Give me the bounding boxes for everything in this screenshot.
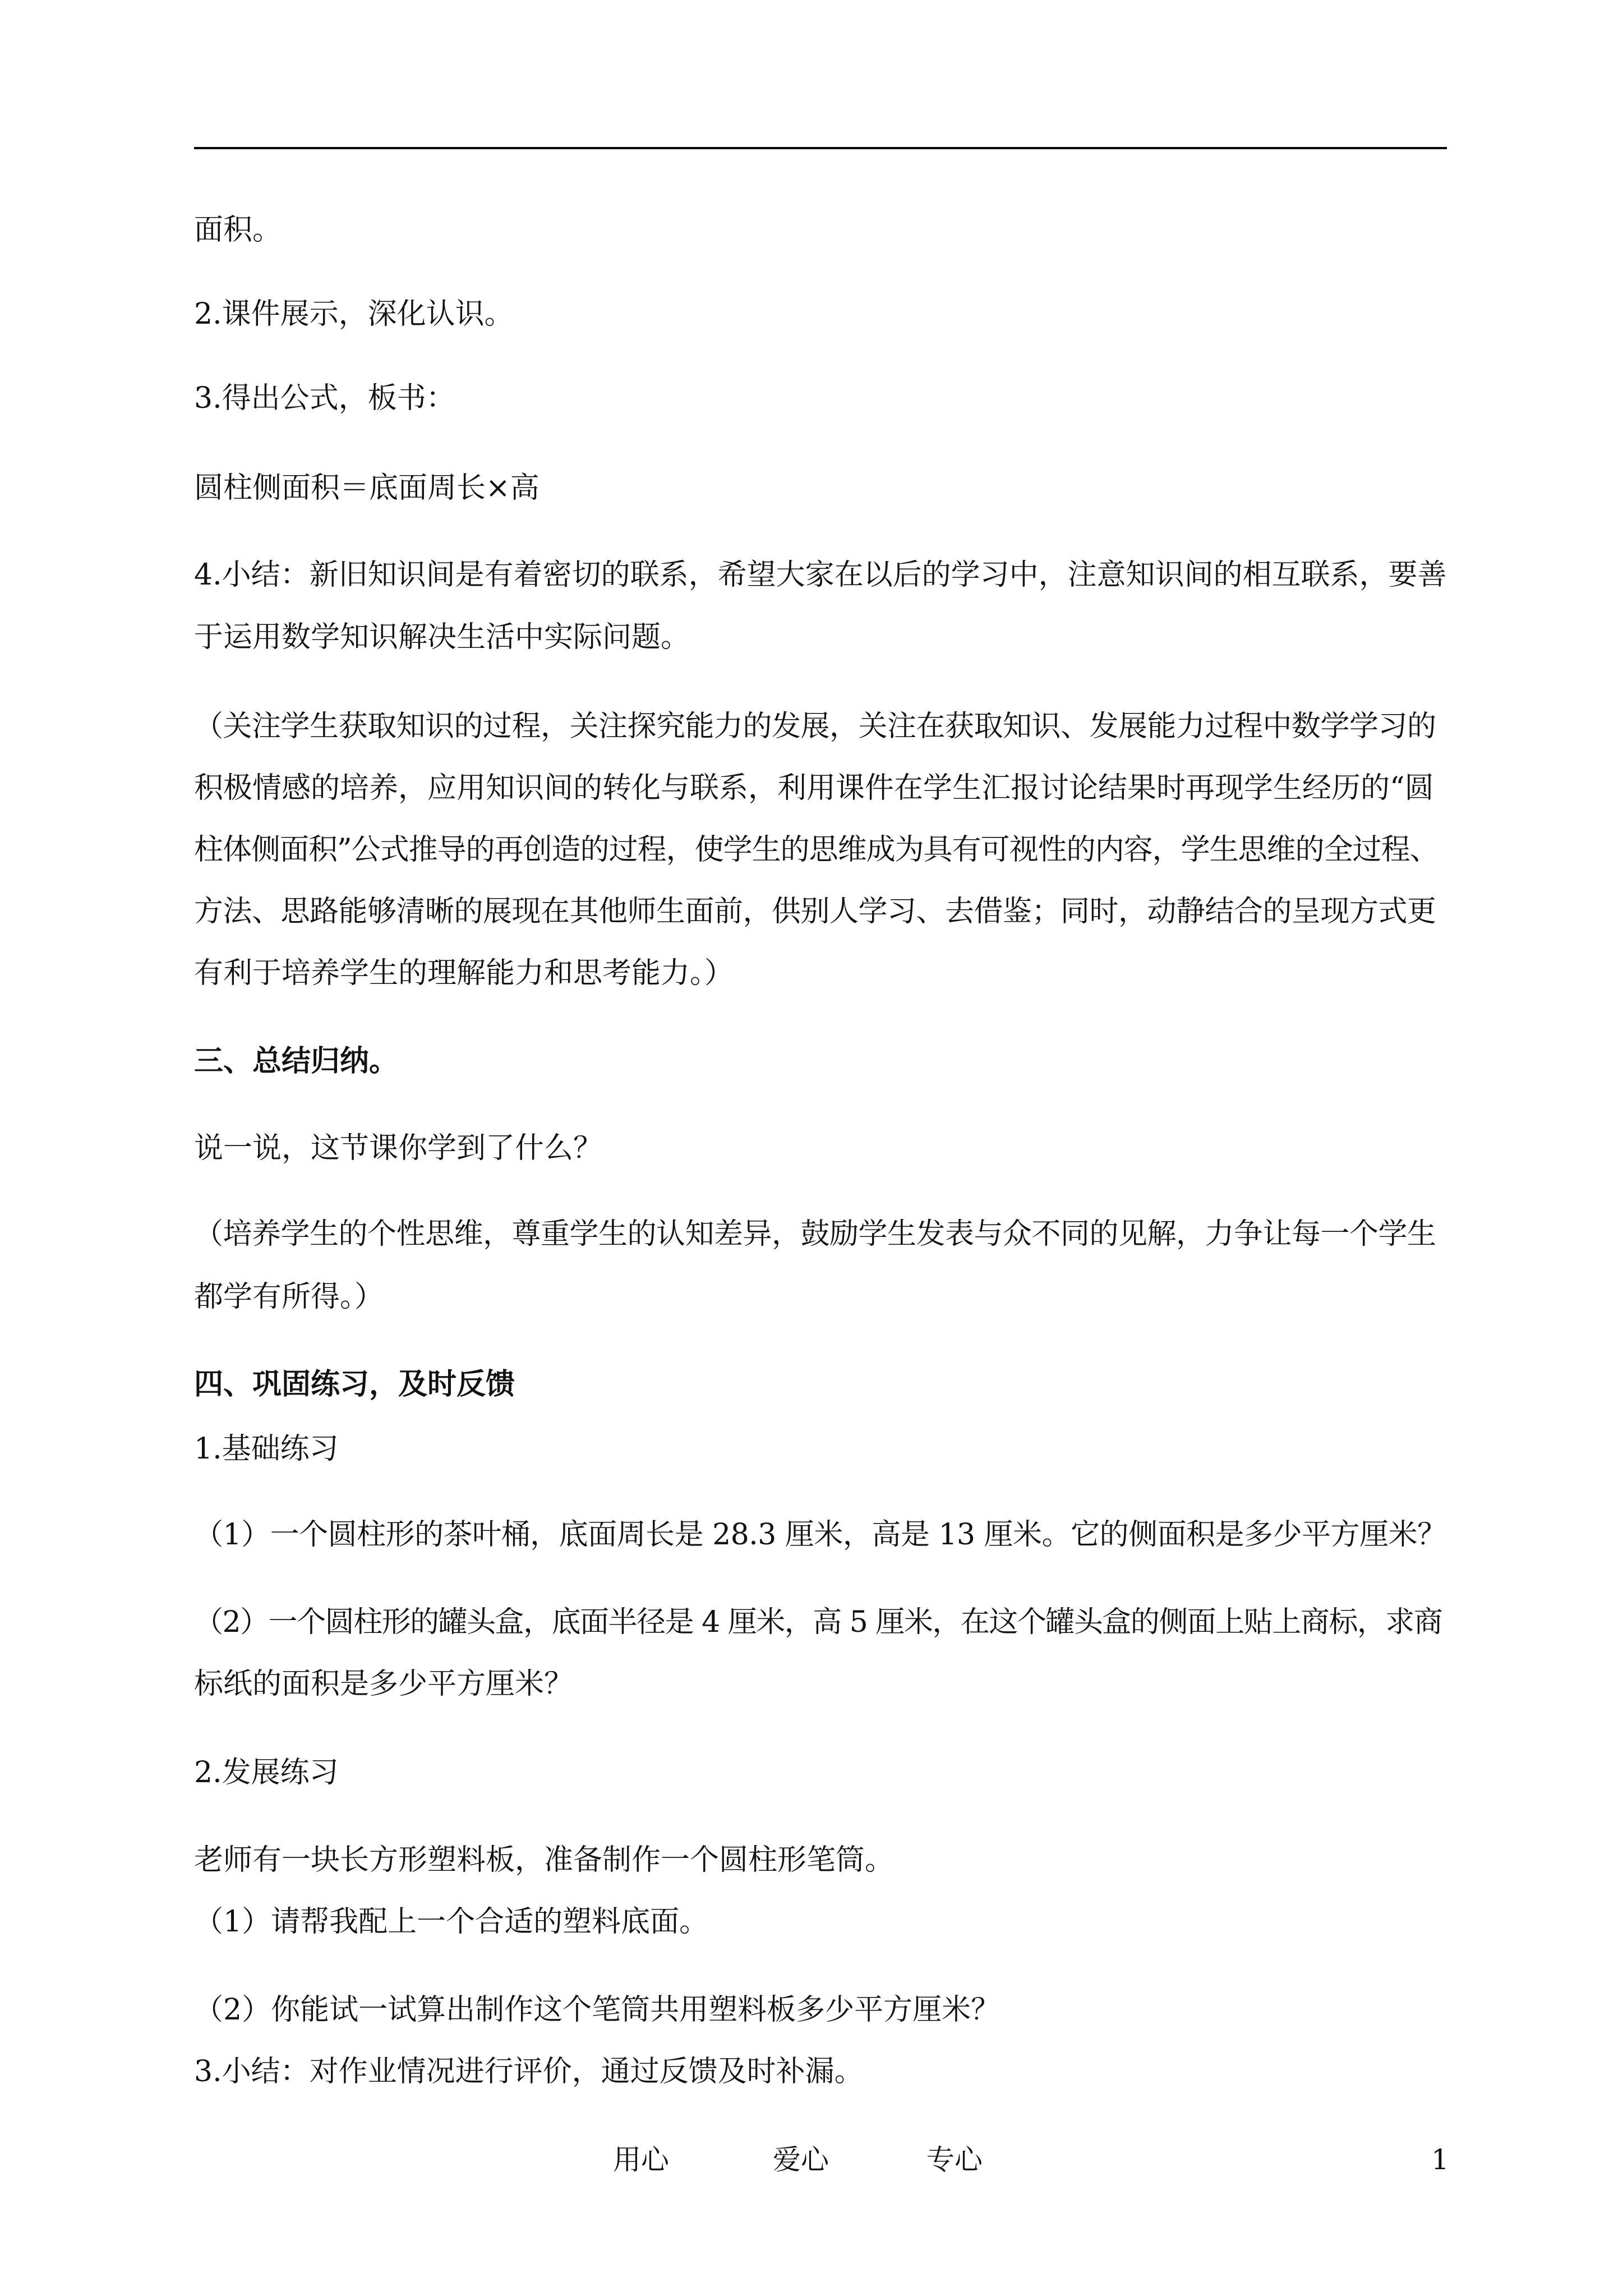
text-line: 3.得出公式，板书： xyxy=(194,381,455,415)
text-line: （关注学生获取知识的过程，关注探究能力的发展，关注在获取知识、发展能力过程中数学学习的 xyxy=(194,710,1436,743)
section-heading: 四、巩固练习，及时反馈 xyxy=(194,1367,515,1401)
text-line: 2.发展练习 xyxy=(194,1756,339,1789)
footer-motto-3: 专心 xyxy=(926,2143,983,2176)
footer-motto-2: 爱心 xyxy=(773,2143,829,2176)
text-line: 1.基础练习 xyxy=(194,1432,339,1466)
header-rule xyxy=(194,147,1447,149)
text-line: 3.小结：对作业情况进行评价，通过反馈及时补漏。 xyxy=(194,2055,864,2088)
exercise-line: （1）请帮我配上一个合适的塑料底面。 xyxy=(194,1905,709,1939)
text-line: 4.小结：新旧知识间是有着密切的联系，希望大家在以后的学习中，注意知识间的相互联系，要善 xyxy=(194,558,1447,592)
text-line: 积极情感的培养，应用知识间的转化与联系，利用课件在学生汇报讨论结果时再现学生经历的“圆 xyxy=(194,771,1434,805)
text-line: 面积。 xyxy=(194,213,282,247)
text-line: 都学有所得。） xyxy=(194,1280,384,1314)
text-line: 方法、思路能够清晰的展现在其他师生面前，供别人学习、去借鉴；同时，动静结合的呈现方式更 xyxy=(194,895,1436,928)
text-line: 2.课件展示，深化认识。 xyxy=(194,297,514,331)
page-number: 1 xyxy=(1431,2143,1449,2176)
footer-motto-1: 用心 xyxy=(613,2143,669,2176)
text-line: （培养学生的个性思维，尊重学生的认知差异，鼓励学生发表与众不同的见解，力争让每一个学生 xyxy=(194,1217,1436,1251)
formula-line: 圆柱侧面积＝底面周长×高 xyxy=(194,471,540,505)
text-line: 于运用数学知识解决生活中实际问题。 xyxy=(194,620,690,654)
text-line: 老师有一块长方形塑料板，准备制作一个圆柱形笔筒。 xyxy=(194,1843,895,1877)
exercise-line: 标纸的面积是多少平方厘米？ xyxy=(194,1667,574,1701)
text-line: 柱体侧面积”公式推导的再创造的过程，使学生的思维成为具有可视性的内容，学生思维的全过程、 xyxy=(194,833,1438,867)
text-line: 有利于培养学生的理解能力和思考能力。） xyxy=(194,956,734,990)
section-heading: 三、总结归纳。 xyxy=(194,1044,399,1078)
exercise-line: （1）一个圆柱形的茶叶桶，底面周长是 28.3 厘米，高是 13 厘米。它的侧面积是多少平方厘米？ xyxy=(194,1518,1446,1552)
exercise-line: （2）一个圆柱形的罐头盒，底面半径是 4 厘米，高 5 厘米，在这个罐头盒的侧面上贴上商标，求商 xyxy=(194,1605,1442,1639)
text-line: 说一说，这节课你学到了什么？ xyxy=(194,1131,603,1165)
exercise-line: （2）你能试一试算出制作这个笔筒共用塑料板多少平方厘米？ xyxy=(194,1993,1000,2027)
